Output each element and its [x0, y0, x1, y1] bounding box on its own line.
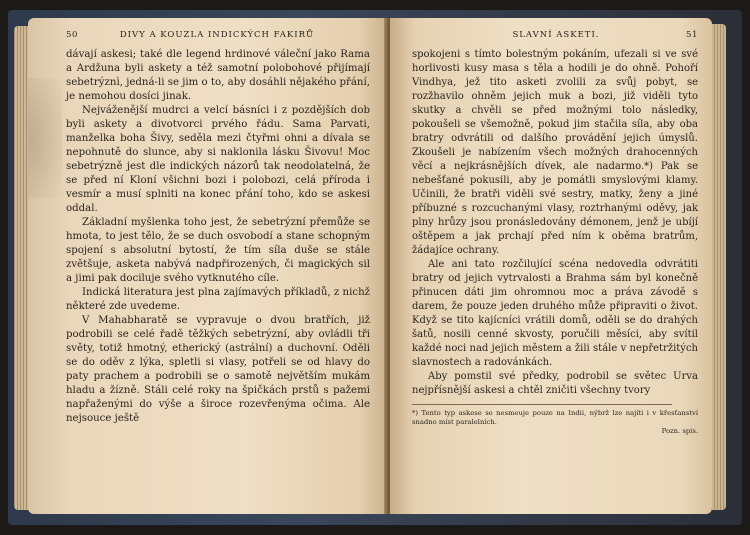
paragraph: Aby pomstil své předky, podrobil se světec Urva nejpřísnější askesi a chtěl zničiti všechny tvory	[412, 371, 698, 396]
right-page-body	[412, 48, 698, 398]
paragraph: V Mahabharatě se vypravuje o dvou bratřích, již podrobili se celé řadě těžkých sebetrýzní, aby ovládli tři světy, totiž hmotný, etherický (astrální) a duchovní. Oděli se do oděv z lýka, spletli si vlasy, potřeli se od hlavy do paty prachem a podrobili se o samotě největším mukám hladu a žízně. Stáli celé roky na špičkách prstů s pažemi napřaženými do výše a široce rozevřenýma očima. Ale nejsouce ještě	[66, 315, 370, 424]
footnote-text: *) Tento typ askese se nesmeuje pouze na Indii, nýbrž lze najíti i v křesťanství snadno míst paralelních.	[412, 409, 698, 426]
page-stain	[28, 78, 62, 198]
paragraph: Ale ani tato rozčilující scéna nedovedla odvrátiti bratry od jejich vytrvalosti a Brahma sám byl konečně přinucen dáti jim ohromnou moc a práva závodě s darem, že pouze jeden druhého může připraviti o život. Když se tito kajícníci vrátili domů, oděli se do drahých šatů, nosili cenné skvosty, poručili měsíci, aby svítil každé noci nad jejich městem a žili stále v nepřetržitých slavnostech a radovánkách.	[412, 259, 698, 368]
page-number: 51	[685, 30, 698, 40]
footnote-divider	[412, 404, 672, 405]
left-page-header	[66, 30, 370, 40]
paragraph: Nejváženější mudrci a velcí básníci i z pozdějších dob byli askety a divotvorci prvého řádu. Sama Parvati, manželka boha Šivy, seděla mezi čtyřmi ohni a dívala se nepohnutě do slunce, aby si naklonila lásku Šivovu! Moc sebetrýzně jest dle indických názorů tak neodolatelná, že se před ní Kloní všichni bozi i polobozi, celá příroda i vesmír a musí splniti na konec přání toho, kdo se askesi oddal.	[66, 105, 370, 214]
footnote-source-line	[412, 427, 698, 436]
paragraph: Indická literatura jest plna zajímavých příkladů, z nichž některé zde uvedeme.	[66, 287, 370, 312]
right-page	[390, 18, 712, 514]
left-page	[28, 18, 388, 514]
paragraph: dávají askesi; také dle legend hrdinové váleční jako Rama a Ardžuna byli askety a též samotní polobohové přijímají sebetrýznì, jedná-li se jim o to, aby dosáhli nějakého přání, je nemohou dosíci jinak.	[66, 49, 370, 102]
footnote-source: Pozn. spis.	[661, 427, 698, 435]
paragraph: Základní myšlenka toho jest, že sebetrýzní přemůže se hmota, to jest tělo, že se duch osvobodí a stane schopným spojení s absolutní bytostí, že tím síla duše se stále zvětšuje, asketa nabývá nadpřirozených, či magických sil a jimi pak dociluje svého vytknutého cíle.	[66, 217, 370, 284]
page-number: 50	[66, 30, 79, 40]
right-page-edges	[712, 24, 726, 510]
footnote	[412, 409, 698, 436]
right-page-header	[412, 30, 698, 40]
running-title: SLAVNÍ ASKETI.	[512, 30, 600, 40]
running-title: DIVY A KOUZLA INDICKÝCH FAKIRŮ	[119, 30, 315, 40]
left-page-body	[66, 48, 370, 426]
paragraph: spokojeni s tímto bolestným pokáním, ufezali si ve své horlivosti kusy masa s těla a hodili je do ohně. Pohoří Vindhya, jež tito asketi zvolili za svůj pobyt, se rozžhavilo ohněm jejich muk a bozi, již viděli tyto skutky a chvěli se před možnými tolo následky, pokoušeli se všemožně, pokud jim stačila síla, aby oba bratry odvrátili od dalšího provádění jejich úmyslů. Zkoušeli je nabízením všech možných drahocenných věcí a nejkrásnějších dívek, ale nadarmo.*) Pak se nebešťané pokusili, aby je pomátli smyslovými klamy. Učinili, že bratři viděli své sestry, matky, ženy a jiné příbuzné s rozcuchanými vlasy, roztrhanými oděvy, jak plny hrůzy jsou pronásledovány démonem, jenž je ubíjí oštěpem a jak prchají před ním k oběma bratrům, žádajíce ochrany.	[412, 49, 698, 256]
